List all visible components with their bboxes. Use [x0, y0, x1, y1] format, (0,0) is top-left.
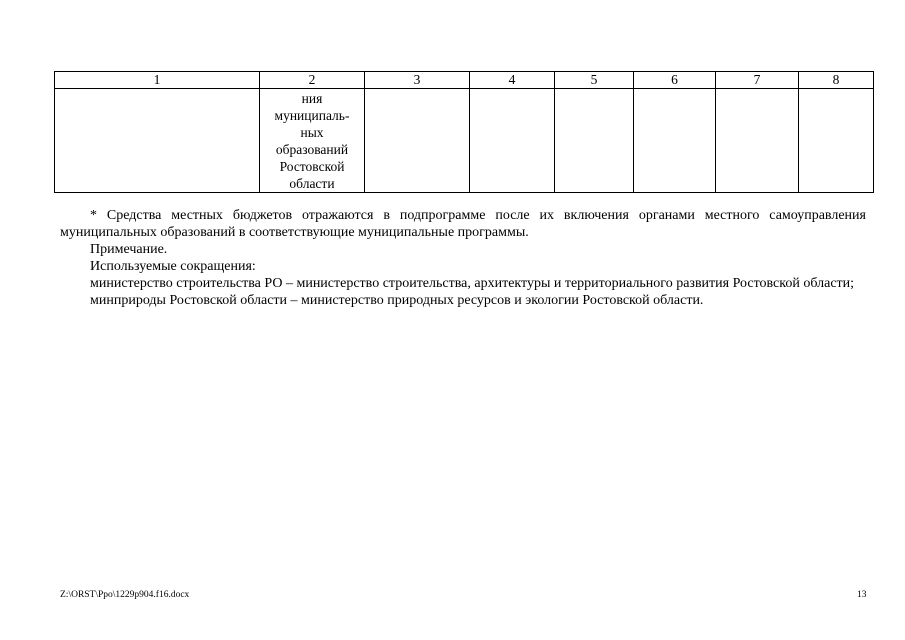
header-cell-6: 6 [634, 72, 716, 89]
cell-line: ных [300, 125, 324, 140]
abbreviations-label: Используемые сокращения: [90, 259, 256, 274]
abbreviation-item: минприроды Ростовской области – министерство природных ресурсов и экологии Ростовской области. [90, 293, 704, 308]
table-cell-col6 [634, 89, 716, 193]
header-cell-7: 7 [716, 72, 799, 89]
page-number: 13 [857, 590, 867, 600]
table-cell-col5 [555, 89, 634, 193]
table-cell-col2 [260, 89, 365, 193]
program-table [54, 71, 874, 193]
header-cell-8: 8 [799, 72, 874, 89]
header-cell-2: 2 [260, 72, 365, 89]
header-cell-4: 4 [470, 72, 555, 89]
cell-line: Ростовской [279, 159, 345, 174]
cell-line: образований [275, 142, 349, 157]
notes-section [60, 207, 866, 309]
table-cell-col4 [470, 89, 555, 193]
table-cell-col1 [55, 89, 260, 193]
footer-file-path: Z:\ORST\Ppo\1229p904.f16.docx [60, 590, 190, 600]
table-header-row [55, 72, 874, 89]
cell-line: области [289, 176, 335, 191]
abbreviation-item: министерство строительства РО – министерство строительства, архитектуры и территориального развития Ростовской области; [90, 276, 855, 291]
table-row [55, 89, 874, 193]
header-cell-3: 3 [365, 72, 470, 89]
remark-label: Примечание. [90, 242, 168, 257]
cell-line: муниципаль- [274, 108, 350, 123]
table-cell-col8 [799, 89, 874, 193]
table-cell-col3 [365, 89, 470, 193]
cell-line: ния [301, 91, 323, 106]
header-cell-1: 1 [55, 72, 260, 89]
header-cell-5: 5 [555, 72, 634, 89]
table-cell-col7 [716, 89, 799, 193]
footnote-paragraph: * Средства местных бюджетов отражаются в подпрограмме после их включения органами местного самоуправления муниципальных образований в соответствующие муниципальные программы. [60, 208, 866, 240]
